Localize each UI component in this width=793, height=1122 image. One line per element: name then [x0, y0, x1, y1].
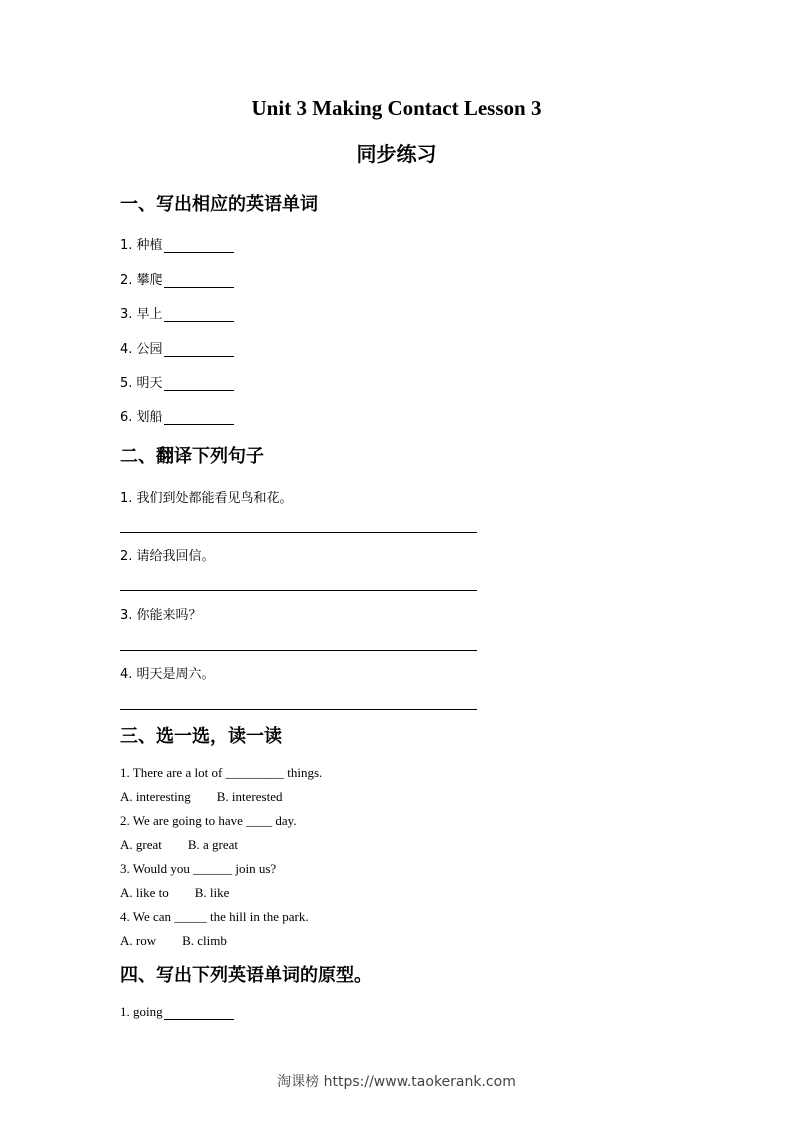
options-line: A. great B. a great [120, 837, 239, 852]
question-line: 2. We are going to have ____ day. [120, 813, 297, 828]
answer-line [120, 650, 477, 651]
vocab-item [120, 338, 234, 357]
vocab-item-label: 4. 公园 [120, 342, 163, 357]
answer-line [120, 532, 477, 533]
vocab-item [120, 269, 234, 288]
section1-heading: 一、写出相应的英语单词 [120, 194, 318, 215]
answer-blank [164, 343, 234, 357]
translate-item: 2. 请给我回信。 [120, 549, 215, 564]
base-form-item [120, 1004, 234, 1020]
document-title: Unit 3 Making Contact Lesson 3 [251, 96, 542, 120]
question-line: 3. Would you ______ join us? [120, 861, 277, 876]
translate-item: 3. 你能来吗？ [120, 608, 202, 623]
section2-heading: 二、翻译下列句子 [120, 446, 264, 467]
vocab-item [120, 372, 234, 391]
question-line: 1. There are a lot of _________ things. [120, 765, 323, 780]
options-line: A. interesting B. interested [120, 789, 283, 804]
vocab-item [120, 303, 234, 322]
translate-item: 1. 我们到处都能看见鸟和花。 [120, 491, 293, 506]
document-subtitle: 同步练习 [356, 142, 437, 166]
vocab-item-label: 5. 明天 [120, 376, 163, 391]
section3-heading: 三、选一选，读一读 [120, 726, 282, 747]
answer-blank [164, 1006, 234, 1020]
options-line: A. row B. climb [120, 933, 227, 948]
answer-blank [164, 239, 234, 253]
question-line: 4. We can _____ the hill in the park. [120, 909, 309, 924]
answer-line [120, 590, 477, 591]
answer-blank [164, 274, 234, 288]
vocab-item-label: 3. 早上 [120, 307, 163, 322]
base-form-item-label: 1. going [120, 1004, 163, 1019]
answer-blank [164, 411, 234, 425]
vocab-item [120, 406, 234, 425]
translate-item: 4. 明天是周六。 [120, 667, 215, 682]
vocab-item [120, 234, 234, 253]
footer-watermark: 淘课榜 https://www.taokerank.com [277, 1074, 516, 1090]
vocab-item-label: 2. 攀爬 [120, 273, 163, 288]
vocab-item-label: 6. 划船 [120, 410, 163, 425]
vocab-item-label: 1. 种植 [120, 238, 163, 253]
answer-blank [164, 377, 234, 391]
section4-heading: 四、写出下列英语单词的原型。 [120, 965, 372, 986]
answer-line [120, 709, 477, 710]
answer-blank [164, 308, 234, 322]
options-line: A. like to B. like [120, 885, 230, 900]
